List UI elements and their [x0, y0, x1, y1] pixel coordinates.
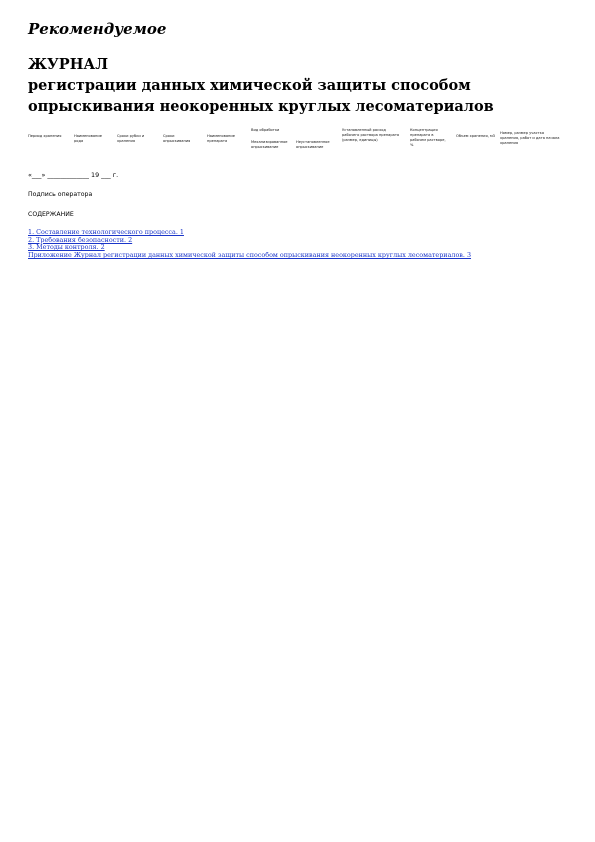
- toc-link-appendix-journal[interactable]: Приложение Журнал регистрации данных химической защиты способом опрыскивания неокоренных круглых лесоматериалов. 3: [28, 252, 472, 260]
- column-header-treatment-type: Вид обработки: [251, 128, 280, 132]
- table-of-contents: [28, 229, 568, 260]
- title-line-1: ЖУРНАЛ: [28, 56, 109, 73]
- operator-signature-label: Подпись оператора: [28, 191, 93, 198]
- column-header-spraying-dates: Сроки опрыскивания: [163, 134, 191, 143]
- column-header-concentration: Концентрация препарата в рабочем растворе, %: [410, 128, 446, 147]
- column-header-mechanized-spraying: Механизированное опрыскивание: [251, 140, 288, 149]
- toc-link-control-methods[interactable]: 3. Методы контроля. 2: [28, 244, 105, 252]
- toc-link-safety[interactable]: 2. Требования безопасности. 2: [28, 236, 133, 244]
- date-line: «___» _____________ 19 ___ г.: [28, 171, 119, 179]
- column-header-storage-period: Период хранения: [28, 134, 62, 138]
- contents-heading: СОДЕРЖАНИЕ: [28, 211, 74, 218]
- title-line-3: опрыскивания неокоренных круглых лесоматериалов: [28, 98, 494, 115]
- column-header-storage-volume: Объем хранения, м3: [456, 134, 495, 138]
- column-header-solution-consumption: Установленный расход рабочего раствора препарата (размер, единицы): [342, 128, 400, 142]
- column-header-other-spraying: Неустановленное опрыскивание: [296, 140, 330, 149]
- column-header-cutting-dates: Сроки рубки и хранения: [117, 134, 145, 143]
- recommended-label: Рекомендуемое: [28, 20, 167, 38]
- column-header-storage-site: Номер, размер участка хранения, работ и дата начала хранения: [500, 131, 560, 145]
- column-header-species: Наименование рода: [74, 134, 102, 143]
- document-title: [28, 54, 578, 117]
- toc-link-process[interactable]: 1. Составление технологического процесса. 1: [28, 229, 184, 236]
- column-header-preparation: Наименование препарата: [207, 134, 235, 143]
- title-line-2: регистрации данных химической защиты способом: [28, 77, 471, 94]
